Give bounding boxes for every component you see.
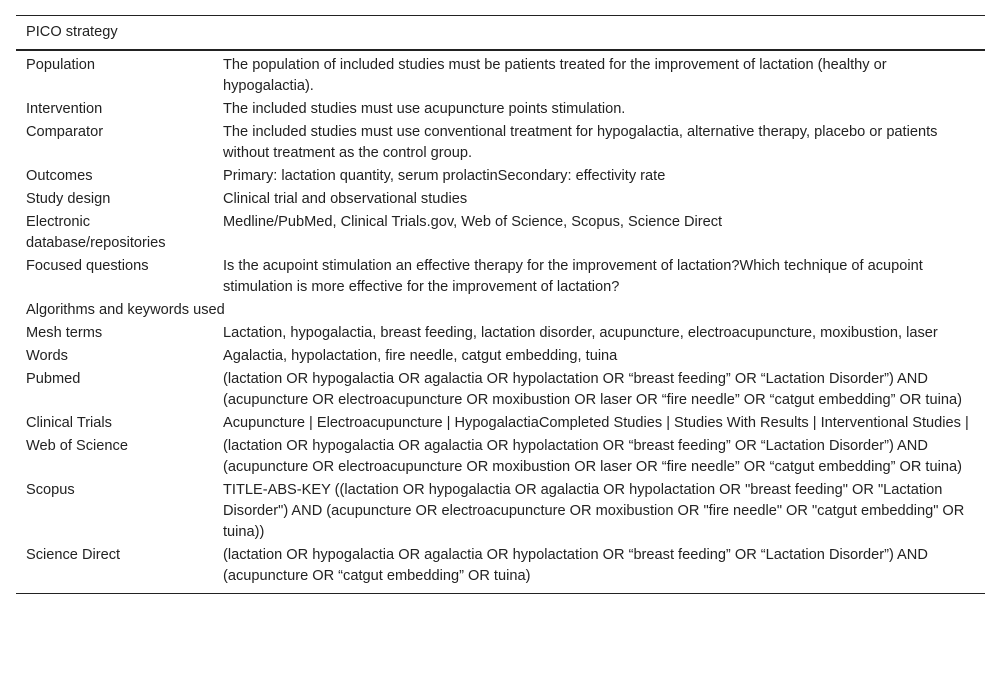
table-row-mesh-terms [16,323,985,346]
table-row-outcomes [16,166,985,189]
table-header: PICO strategy [16,16,985,51]
row-value: (lactation OR hypogalactia OR agalactia OR hypolactation OR “breast feeding” OR “Lactation Disorder”) AND (acupuncture OR “catgut embedding” OR tuina) [213,545,985,594]
row-key: Mesh terms [26,325,103,341]
row-key: Focused questions [26,258,149,274]
row-value: Acupuncture | Electroacupuncture | HypogalactiaCompleted Studies | Studies With Results | Interventional Studies | [223,415,969,431]
table-row-science-direct [16,545,985,594]
row-key: Electronic database/repositories [26,214,166,251]
row-value: Agalactia, hypolactation, fire needle, catgut embedding, tuina [223,348,618,364]
row-key: Words [26,348,68,364]
row-key: Web of Science [26,438,128,454]
row-key: Pubmed [26,371,81,387]
section-row [16,300,985,323]
table-row-population [16,50,985,99]
row-value: Medline/PubMed, Clinical Trials.gov, Web of Science, Scopus, Science Direct [223,214,723,230]
row-value: TITLE-ABS-KEY ((lactation OR hypogalactia OR agalactia OR hypolactation OR "breast feeding" OR "Lactation Disorder") AND (acupuncture OR electroacupuncture OR moxibustion OR "fire needle" OR "catgut embedding" OR tuina)) [223,482,965,540]
row-key: Study design [26,191,111,207]
table-row-words [16,346,985,369]
row-value: The included studies must use acupuncture points stimulation. [223,101,626,117]
table-row-electronic-database [16,212,985,256]
table-row-study-design [16,189,985,212]
pico-strategy-table [16,15,985,594]
section-title: Algorithms and keywords used [26,302,225,318]
row-value: (lactation OR hypogalactia OR agalactia OR hypolactation OR “breast feeding” OR “Lactation Disorder”) AND (acupuncture OR electroacupuncture OR moxibustion OR laser OR “fire needle” OR “catgut embedding” OR tuina) [223,371,962,408]
row-value: Lactation, hypogalactia, breast feeding, lactation disorder, acupuncture, electroacupuncture, moxibustion, laser [223,325,938,341]
row-key: Intervention [26,101,103,117]
row-key: Population [26,57,95,73]
pico-table-container [16,15,985,594]
row-value: The population of included studies must be patients treated for the improvement of lactation (healthy or hypogalactia). [223,57,887,94]
row-key: Comparator [26,124,104,140]
table-row-scopus [16,480,985,545]
table-row-pubmed [16,369,985,413]
row-key: Scopus [26,482,75,498]
table-row-intervention [16,99,985,122]
row-key: Clinical Trials [26,415,112,431]
table-header-row [16,16,985,51]
row-value: (lactation OR hypogalactia OR agalactia OR hypolactation OR “breast feeding” OR “Lactation Disorder”) AND (acupuncture OR electroacupuncture OR moxibustion OR laser OR “fire needle” OR “catgut embedding” OR tuina) [223,438,962,475]
table-row-comparator [16,122,985,166]
table-row-focused-questions [16,256,985,300]
row-value: Clinical trial and observational studies [223,191,468,207]
table-row-clinical-trials [16,413,985,436]
row-value: Is the acupoint stimulation an effective therapy for the improvement of lactation?Which technique of acupoint stimulation is more effective for the improvement of lactation? [223,258,923,295]
row-value: The included studies must use conventional treatment for hypogalactia, alternative therapy, placebo or patients without treatment as the control group. [223,124,938,161]
row-key: Science Direct [16,545,213,594]
row-key: Outcomes [26,168,93,184]
table-row-web-of-science [16,436,985,480]
row-value: Primary: lactation quantity, serum prolactinSecondary: effectivity rate [223,168,666,184]
